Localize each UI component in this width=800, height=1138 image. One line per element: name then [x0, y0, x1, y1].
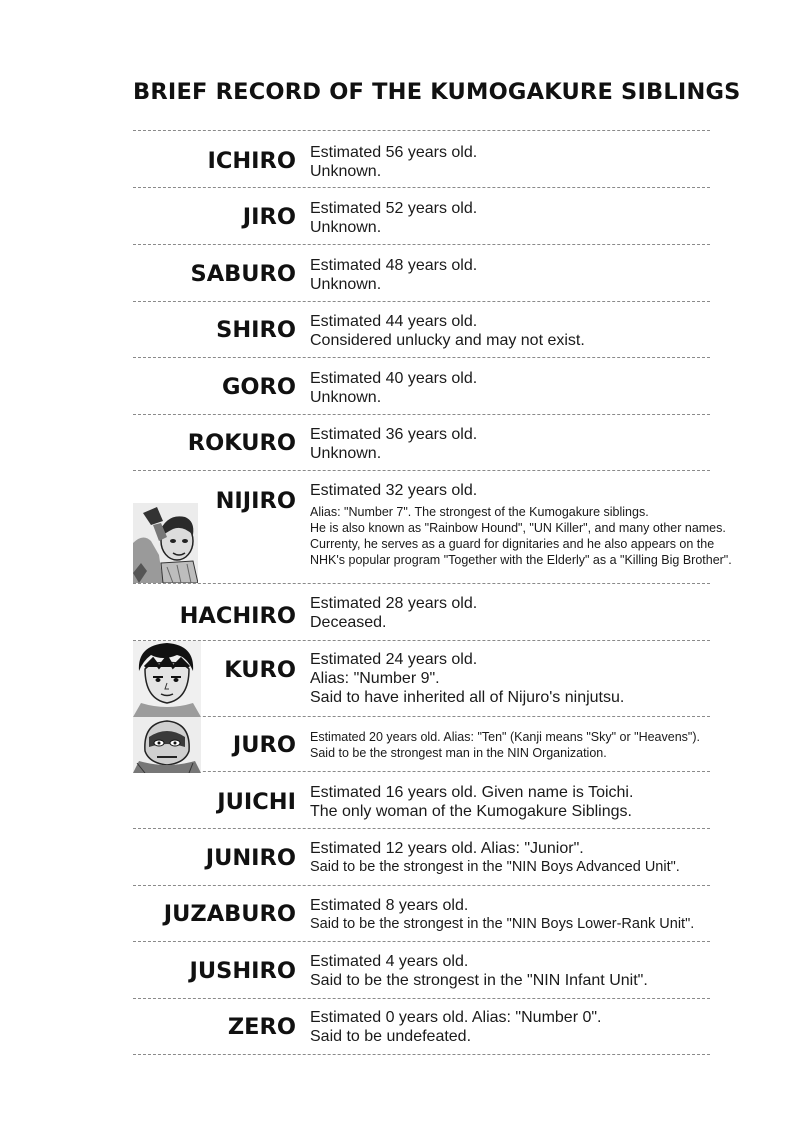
divider	[133, 583, 710, 584]
sibling-description	[310, 896, 730, 934]
sibling-name: JURO	[232, 732, 296, 758]
sibling-name: ICHIRO	[207, 148, 296, 174]
sibling-description	[310, 143, 730, 181]
description-line: Estimated 44 years old.	[310, 313, 478, 330]
description-line: Said to be the strongest man in the NIN Organization.	[310, 746, 607, 760]
description-line: Estimated 48 years old.	[310, 257, 478, 274]
description-line: Estimated 52 years old.	[310, 200, 478, 217]
description-line: Unknown.	[310, 163, 382, 180]
description-line: Estimated 40 years old.	[310, 370, 478, 387]
kuro-portrait	[133, 641, 201, 717]
description-line: Estimated 4 years old.	[310, 953, 469, 970]
description-line: Said to be undefeated.	[310, 1028, 472, 1045]
description-line: Currenty, he serves as a guard for dignitaries and he also appears on the	[310, 537, 715, 551]
sibling-description	[310, 729, 730, 761]
sibling-name: ZERO	[227, 1014, 296, 1040]
divider	[133, 885, 710, 886]
divider	[133, 716, 710, 717]
sibling-description	[310, 481, 730, 568]
divider	[133, 244, 710, 245]
sibling-description	[310, 425, 730, 463]
divider	[133, 130, 710, 131]
divider	[133, 1054, 710, 1055]
sibling-description	[310, 199, 730, 237]
description-line: Said to be the strongest in the "NIN Boys Advanced Unit".	[310, 859, 680, 875]
description-line: The only woman of the Kumogakure Siblings.	[310, 803, 632, 820]
description-line: Unknown.	[310, 389, 382, 406]
divider	[133, 941, 710, 942]
description-line: NHK's popular program "Together with the Elderly" as a "Killing Big Brother".	[310, 553, 732, 567]
description-line: Estimated 8 years old.	[310, 897, 469, 914]
sibling-description	[310, 312, 730, 350]
divider	[133, 828, 710, 829]
description-line: Estimated 28 years old.	[310, 595, 478, 612]
description-line: Said to be the strongest in the "NIN Infant Unit".	[310, 972, 648, 989]
divider	[133, 187, 710, 188]
sibling-name: JIRO	[242, 204, 296, 230]
sibling-name: JUSHIRO	[189, 958, 296, 984]
sibling-description	[310, 1008, 730, 1046]
sibling-name: NIJIRO	[215, 488, 296, 514]
page-title: BRIEF RECORD OF THE KUMOGAKURE SIBLINGS	[133, 79, 741, 105]
description-line: Estimated 20 years old. Alias: "Ten" (Kanji means "Sky" or "Heavens").	[310, 730, 700, 744]
description-line: Estimated 0 years old. Alias: "Number 0".	[310, 1009, 602, 1026]
description-line: Estimated 32 years old.	[310, 482, 478, 499]
description-line: Deceased.	[310, 614, 387, 631]
sibling-description	[310, 256, 730, 294]
description-line: Unknown.	[310, 445, 382, 462]
sibling-description	[310, 783, 730, 821]
sibling-name: JUZABURO	[163, 901, 296, 927]
description-line: Estimated 12 years old. Alias: "Junior".	[310, 840, 584, 857]
sibling-name: JUNIRO	[205, 845, 296, 871]
sibling-name: SABURO	[190, 261, 296, 287]
sibling-name: ROKURO	[187, 430, 296, 456]
description-line: Estimated 24 years old.	[310, 651, 478, 668]
description-line: Unknown.	[310, 219, 382, 236]
description-line: Estimated 36 years old.	[310, 426, 478, 443]
divider	[133, 470, 710, 471]
description-line: Alias: "Number 9".	[310, 670, 440, 687]
description-line: Considered unlucky and may not exist.	[310, 332, 585, 349]
description-line: Said to have inherited all of Nijuro's ninjutsu.	[310, 689, 625, 706]
description-line: Estimated 56 years old.	[310, 144, 478, 161]
juro-portrait	[133, 717, 201, 773]
divider	[133, 301, 710, 302]
sibling-name: GORO	[221, 374, 296, 400]
sibling-name: JUICHI	[217, 789, 296, 815]
sibling-description	[310, 369, 730, 407]
divider	[133, 357, 710, 358]
divider	[133, 640, 710, 641]
sibling-description	[310, 952, 730, 990]
description-line: Alias: "Number 7". The strongest of the Kumogakure siblings.	[310, 505, 649, 519]
description-line: Estimated 16 years old. Given name is Toichi.	[310, 784, 634, 801]
sibling-description	[310, 594, 730, 632]
sibling-description	[310, 839, 730, 877]
divider	[133, 771, 710, 772]
sibling-name: SHIRO	[216, 317, 296, 343]
divider	[133, 998, 710, 999]
nijiro-portrait	[133, 503, 198, 583]
description-line: He is also known as "Rainbow Hound", "UN Killer", and many other names.	[310, 521, 726, 535]
sibling-name: HACHIRO	[179, 603, 296, 629]
sibling-name: KURO	[224, 657, 296, 683]
description-line: Said to be the strongest in the "NIN Boys Lower-Rank Unit".	[310, 916, 695, 932]
description-line: Unknown.	[310, 276, 382, 293]
sibling-description	[310, 650, 730, 707]
divider	[133, 414, 710, 415]
